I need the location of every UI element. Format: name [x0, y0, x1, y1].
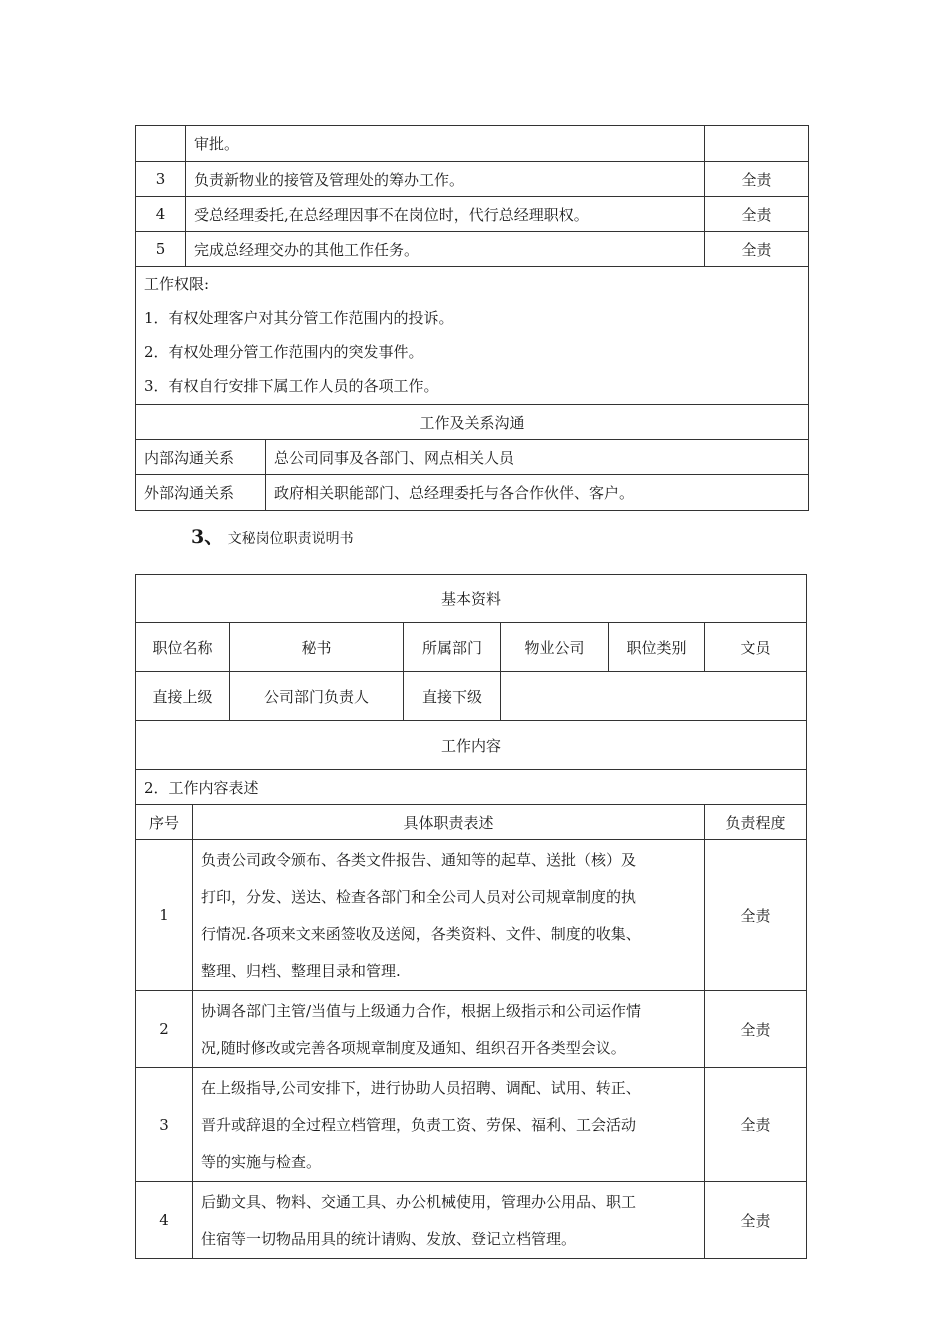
table-row — [136, 162, 809, 197]
responsibility-level: 全责 — [705, 197, 809, 232]
table-row — [136, 475, 809, 511]
table-row — [136, 721, 807, 770]
table-row — [136, 126, 809, 162]
department: 物业公司 — [501, 623, 609, 672]
col-header-level: 负责程度 — [705, 805, 807, 840]
responsibility-level: 全责 — [705, 162, 809, 197]
section-number: 3、 — [191, 526, 224, 548]
table-row — [136, 672, 807, 721]
table-row — [136, 575, 807, 623]
section-heading — [191, 522, 354, 549]
table-row — [136, 623, 807, 672]
authority-item: 2．有权处理分管工作范围内的突发事件。 — [144, 343, 424, 361]
duty-line: 整理、归档、整理目录和管理. — [201, 962, 401, 980]
secretary-job-table — [135, 574, 807, 1259]
row-number: 4 — [136, 1182, 193, 1259]
work-content-title: 2．工作内容表述 — [136, 770, 807, 805]
authority-item: 3．有权自行安排下属工作人员的各项工作。 — [144, 377, 439, 395]
responsibility-level: 全责 — [705, 991, 807, 1068]
duty-line: 在上级指导,公司安排下，进行协助人员招聘、调配、试用、转正、 — [201, 1079, 641, 1097]
superior-label: 直接上级 — [136, 672, 230, 721]
superior: 公司部门负责人 — [230, 672, 404, 721]
duty-line: 后勤文具、物料、交通工具、办公机械使用，管理办公用品、职工 — [201, 1193, 637, 1211]
table-row — [136, 840, 807, 991]
section-title: 文秘岗位职责说明书 — [227, 531, 354, 547]
category: 文员 — [705, 623, 807, 672]
authority-item: 1．有权处理客户对其分管工作范围内的投诉。 — [144, 309, 454, 327]
communication-header: 工作及关系沟通 — [136, 405, 809, 440]
duty-description — [193, 991, 705, 1068]
authority-section — [136, 267, 809, 405]
duty-description: 受总经理委托,在总经理因事不在岗位时，代行总经理职权。 — [186, 197, 705, 232]
duty-line: 打印，分发、送达、检查各部门和全公司人员对公司规章制度的执 — [201, 888, 637, 906]
row-number: 3 — [136, 162, 186, 197]
basic-info-header: 基本资料 — [136, 575, 807, 623]
responsibility-table-continued — [135, 125, 809, 511]
table-row — [136, 405, 809, 440]
duty-description: 负责新物业的接管及管理处的筹办工作。 — [186, 162, 705, 197]
duty-line: 等的实施与检查。 — [201, 1153, 322, 1171]
responsibility-level: 全责 — [705, 1182, 807, 1259]
table-row — [136, 197, 809, 232]
table-header-row — [136, 805, 807, 840]
work-content-header: 工作内容 — [136, 721, 807, 770]
internal-comm-label: 内部沟通关系 — [136, 440, 266, 475]
responsibility-level: 全责 — [705, 1068, 807, 1182]
duty-line: 协调各部门主管/当值与上级通力合作，根据上级指示和公司运作情 — [201, 1002, 642, 1020]
duty-line: 况,随时修改或完善各项规章制度及通知、组织召开各类型会议。 — [201, 1039, 626, 1057]
duty-description: 审批。 — [186, 126, 705, 162]
row-number: 3 — [136, 1068, 193, 1182]
external-comm-value: 政府相关职能部门、总经理委托与各合作伙伴、客户。 — [266, 475, 809, 511]
col-header-number: 序号 — [136, 805, 193, 840]
table-row — [136, 1068, 807, 1182]
internal-comm-value: 总公司同事及各部门、网点相关人员 — [266, 440, 809, 475]
authority-title: 工作权限: — [144, 275, 210, 293]
duty-line: 行情况.各项来文来函签收及送阅，各类资料、文件、制度的收集、 — [201, 925, 641, 943]
duty-description — [193, 1182, 705, 1259]
row-number: 5 — [136, 232, 186, 267]
row-number: 4 — [136, 197, 186, 232]
table-row — [136, 1182, 807, 1259]
table-row — [136, 440, 809, 475]
position-name: 秘书 — [230, 623, 404, 672]
duty-line: 晋升或辞退的全过程立档管理，负责工资、劳保、福利、工会活动 — [201, 1116, 637, 1134]
duty-description — [193, 1068, 705, 1182]
responsibility-level: 全责 — [705, 840, 807, 991]
row-number: 2 — [136, 991, 193, 1068]
duty-description: 完成总经理交办的其他工作任务。 — [186, 232, 705, 267]
responsibility-level: 全责 — [705, 232, 809, 267]
row-number — [136, 126, 186, 162]
department-label: 所属部门 — [404, 623, 501, 672]
subordinate-label: 直接下级 — [404, 672, 501, 721]
table-row — [136, 991, 807, 1068]
category-label: 职位类别 — [609, 623, 705, 672]
subordinate — [501, 672, 807, 721]
responsibility-level — [705, 126, 809, 162]
external-comm-label: 外部沟通关系 — [136, 475, 266, 511]
position-name-label: 职位名称 — [136, 623, 230, 672]
table-row — [136, 232, 809, 267]
col-header-description: 具体职责表述 — [193, 805, 705, 840]
duty-line: 住宿等一切物品用具的统计请购、发放、登记立档管理。 — [201, 1230, 577, 1248]
row-number: 1 — [136, 840, 193, 991]
duty-description — [193, 840, 705, 991]
table-row — [136, 770, 807, 805]
duty-line: 负责公司政令颁布、各类文件报告、通知等的起草、送批（核）及 — [201, 851, 637, 869]
